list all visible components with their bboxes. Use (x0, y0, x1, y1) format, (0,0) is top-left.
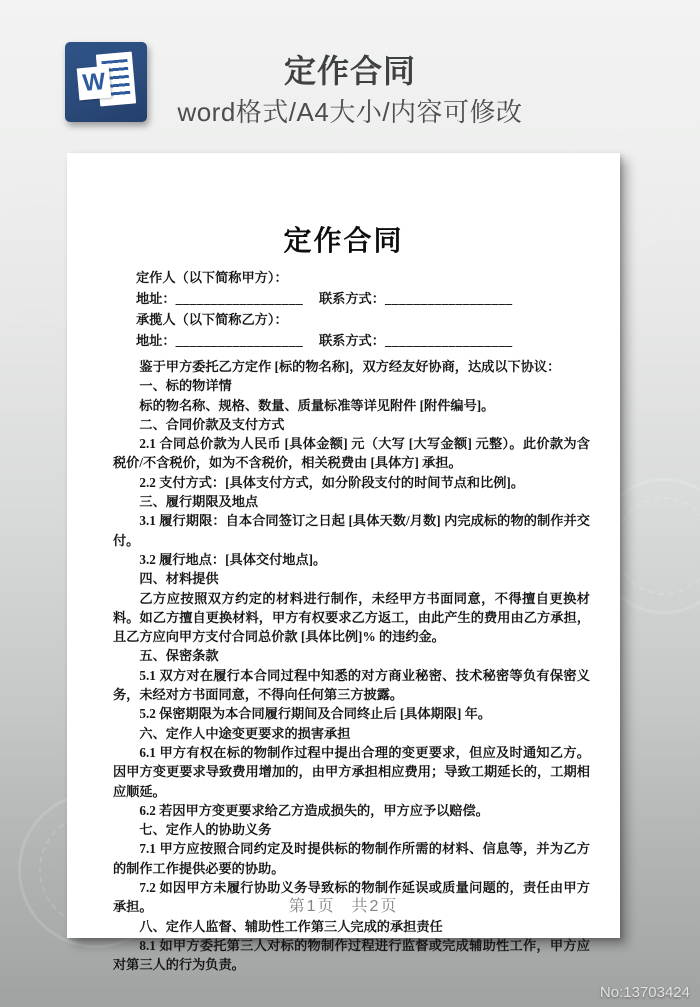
party-b-contact (319, 333, 513, 348)
address-label: 地址： (136, 291, 176, 306)
party-b-address (136, 330, 319, 351)
contact-blank: __________________ (384, 291, 513, 306)
party-a-address (136, 288, 319, 309)
page-current: 第1页 (288, 898, 336, 915)
contract-paragraph: 3.1 履行期限：自本合同签订之日起 [具体天数/月数] 内完成标的物的制作并交付。 (113, 513, 590, 548)
contract-paragraph: 5.1 双方对在履行本合同过程中知悉的对方商业秘密、技术秘密等负有保密义务，未经对方书面同意，不得向任何第三方披露。 (113, 667, 590, 703)
word-icon-w: W (81, 68, 107, 97)
header-title: 定作合同 (283, 53, 416, 89)
contract-paragraph: 标的物名称、规格、数量、质量标准等详见附件 [附件编号]。 (139, 397, 495, 413)
page-number (67, 893, 620, 916)
contract-paragraph: 七、定作人的协助义务 (139, 822, 272, 838)
party-info (136, 267, 596, 351)
party-a-heading: 定作人（以下简称甲方）： (136, 270, 288, 285)
contact-label: 联系方式： (319, 291, 385, 306)
address-label: 地址： (136, 333, 176, 348)
party-a-details (136, 288, 596, 309)
contract-paragraph: 二、合同价款及支付方式 (139, 416, 285, 432)
contract-paragraph: 5.2 保密期限为本合同履行期间及合同终止后 [具体期限] 年。 (139, 706, 492, 722)
contract-paragraph: 六、定作人中途变更要求的损害承担 (139, 725, 351, 741)
contract-paragraph: 6.2 若因甲方变更要求给乙方造成损失的，甲方应予以赔偿。 (139, 802, 489, 818)
header-subtitle: word格式/A4大小/内容可修改 (177, 97, 523, 127)
contract-paragraph: 2.2 支付方式：[具体支付方式，如分阶段支付的时间节点和比例]。 (139, 474, 525, 490)
contract-paragraph: 五、保密条款 (139, 648, 219, 664)
contract-body (113, 357, 590, 975)
watermark-number: No:13703424 (599, 984, 690, 1001)
contract-paragraph: 四、材料提供 (139, 571, 219, 587)
party-b-heading: 承揽人（以下简称乙方）： (136, 312, 288, 327)
document-title: 定作合同 (283, 226, 404, 257)
party-b-details (136, 330, 596, 351)
party-a-contact (319, 291, 513, 306)
contract-paragraph: 八、定作人监督、辅助性工作第三人完成的承担责任 (139, 918, 443, 934)
address-blank: __________________ (175, 291, 304, 306)
contract-paragraph: 8.1 如甲方委托第三人对标的物制作过程进行监督或完成辅助性工作，甲方应对第三人的行为负责。 (113, 937, 590, 973)
address-blank: __________________ (175, 333, 304, 348)
contract-paragraph: 7.1 甲方应按照合同约定及时提供标的物制作所需的材料、信息等，并为乙方的制作工作提供必要的协助。 (113, 841, 590, 876)
contract-paragraph: 6.1 甲方有权在标的物制作过程中提出合理的变更要求，但应及时通知乙方。因甲方变更要求导致费用增加的，由甲方承担相应费用；导致工期延长的，工期相应顺延。 (113, 744, 590, 799)
page-total: 共2页 (351, 898, 399, 915)
contact-label: 联系方式： (319, 333, 385, 348)
preview-header (0, 0, 700, 150)
contract-paragraph: 2.1 合同总价款为人民币 [具体金额] 元（大写 [大写金额] 元整）。此价款为含税价/不含税价，如为不含税价，相关税费由 [具体方] 承担。 (113, 436, 590, 471)
contact-blank: __________________ (384, 333, 513, 348)
contract-paragraph: 7.2 如因甲方未履行协助义务导致标的物制作延误或质量问题的，责任由甲方承担。 (113, 880, 590, 915)
contract-paragraph: 乙方应按照双方约定的材料进行制作，未经甲方书面同意，不得擅自更换材料。如乙方擅自更换材料，甲方有权要求乙方返工，由此产生的费用由乙方承担，且乙方应向甲方支付合同总价款 [具体比例]% 的违约金。 (113, 590, 590, 645)
document-page (67, 153, 620, 973)
contract-paragraph: 3.2 履行地点：[具体交付地点]。 (139, 551, 327, 567)
contract-paragraph: 鉴于甲方委托乙方定作 [标的物名称]，双方经友好协商，达成以下协议： (139, 359, 561, 374)
contract-paragraph: 三、履行期限及地点 (139, 494, 259, 510)
contract-paragraph: 一、标的物详情 (139, 378, 232, 394)
